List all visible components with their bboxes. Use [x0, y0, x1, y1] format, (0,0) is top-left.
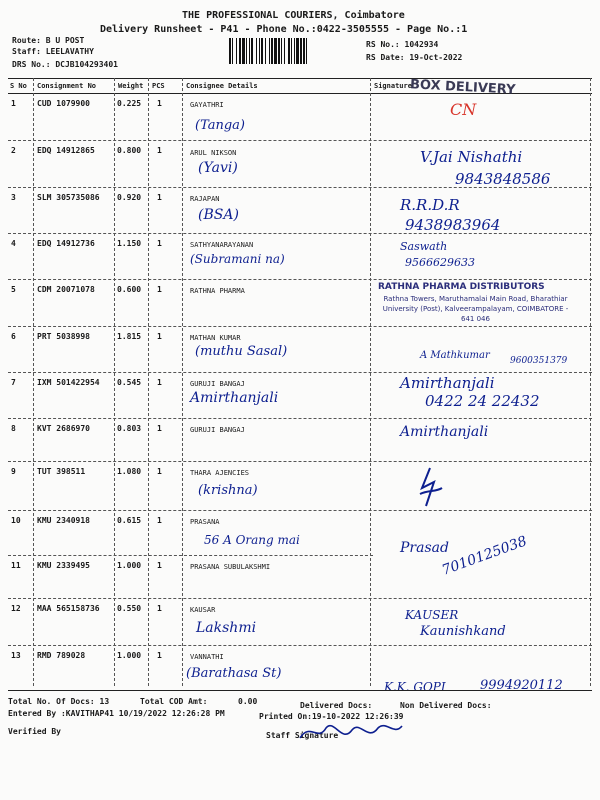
- row-weight: 0.803: [117, 424, 142, 433]
- barcode-bar: [269, 38, 270, 64]
- row-sno: 5: [11, 285, 16, 294]
- row-sno: 7: [11, 378, 16, 387]
- row-signature-phone: 9994920112: [480, 678, 563, 693]
- row-sno: 2: [11, 146, 16, 155]
- row-pcs: 1: [157, 424, 162, 433]
- page-subtitle: Delivery Runsheet - P41 - Phone No.:0422-3505555 - Page No.:1: [100, 24, 468, 35]
- row-signature: R.R.D.R: [400, 196, 460, 214]
- barcode-bar: [291, 38, 292, 64]
- drs-field: [12, 60, 118, 69]
- row-handwritten-note: 56 A Orang mai: [204, 533, 300, 547]
- col-divider: [33, 78, 34, 686]
- row-weight: 1.150: [117, 239, 142, 248]
- barcode-bar: [256, 38, 257, 64]
- barcode-bar: [271, 38, 273, 64]
- total-cod-label: Total COD Amt:: [140, 697, 208, 706]
- col-weight-header: Weight: [118, 82, 144, 90]
- col-divider: [148, 78, 149, 686]
- row-weight: 0.545: [117, 378, 142, 387]
- row-consignment: KMU 2339495: [37, 561, 90, 570]
- row-divider: [8, 555, 373, 556]
- row-sno: 3: [11, 193, 16, 202]
- barcode-bar: [259, 38, 260, 64]
- row-signature-phone: 9566629633: [405, 256, 475, 269]
- row-consignee: PRASANA SUBULAKSHMI: [190, 563, 271, 571]
- total-docs: Total No. Of Docs: 13: [8, 697, 110, 706]
- row-weight: 0.550: [117, 604, 142, 613]
- staff-field: [12, 47, 94, 56]
- row-pcs: 1: [157, 467, 162, 476]
- barcode-bar: [246, 38, 247, 64]
- rs-date-label: RS Date:: [366, 53, 405, 62]
- row-signature: K.K. GOPI: [384, 680, 446, 694]
- row-divider: [8, 326, 592, 327]
- row-weight: 0.800: [117, 146, 142, 155]
- barcode-bar: [229, 38, 231, 64]
- row-weight: 0.225: [117, 99, 142, 108]
- row-consignee: ARUL NIKSON: [190, 149, 237, 157]
- col-divider: [114, 78, 115, 686]
- row-pcs: 1: [157, 651, 162, 660]
- barcode-bar: [239, 38, 241, 64]
- delivered-docs: Delivered Docs:: [300, 701, 373, 710]
- row-signature-scribble: [400, 464, 450, 510]
- rs-no-field: [366, 40, 438, 49]
- row-consignment: CUD 1079900: [37, 99, 90, 108]
- row-divider: [8, 279, 592, 280]
- col-pcs-header: PCS: [152, 82, 165, 90]
- row-handwritten-note: (muthu Sasal): [195, 344, 288, 359]
- barcode-bar: [236, 38, 237, 64]
- col-divider: [182, 78, 183, 686]
- row-signature: Prasad: [400, 540, 449, 556]
- row-handwritten-note: (Yavi): [198, 160, 238, 176]
- row-weight: 1.815: [117, 332, 142, 341]
- row-divider: [8, 372, 592, 373]
- rs-date-field: [366, 53, 462, 62]
- row-consignee: RATHNA PHARMA: [190, 287, 245, 295]
- row-pcs: 1: [157, 604, 162, 613]
- row-handwritten-note: Lakshmi: [196, 620, 257, 636]
- row-sno: 12: [11, 604, 21, 613]
- barcode-bar: [278, 38, 280, 64]
- barcode-bar: [281, 38, 282, 64]
- rs-date-value: 19-Oct-2022: [409, 53, 463, 62]
- row-pcs: 1: [157, 239, 162, 248]
- row-pcs: 1: [157, 516, 162, 525]
- row-consignment: EDQ 14912736: [37, 239, 95, 248]
- barcode-bar: [294, 38, 295, 64]
- barcode-bar: [251, 38, 253, 64]
- staff-signature-label: Staff Signature: [266, 731, 339, 740]
- row-handwritten-note: (krishna): [198, 483, 258, 498]
- row-consignment: RMD 789028: [37, 651, 86, 660]
- row-signature: A Mathkumar: [420, 350, 490, 361]
- row-pcs: 1: [157, 193, 162, 202]
- col-consignment-header: Consignment No: [37, 82, 97, 90]
- row-signature-phone: 7010125038: [439, 533, 530, 579]
- row-sno: 1: [11, 99, 16, 108]
- row-consignment: KMU 2340918: [37, 516, 90, 525]
- printed-on: Printed On:19-10-2022 12:26:39: [259, 712, 404, 721]
- row-signature-phone: 9600351379: [510, 356, 568, 366]
- verified-by: Verified By: [8, 727, 61, 736]
- barcode-bar: [303, 38, 305, 64]
- row-pcs: 1: [157, 332, 162, 341]
- col-consignee-header: Consignee Details: [186, 82, 258, 90]
- row-sno: 10: [11, 516, 21, 525]
- drs-value: DCJB104293401: [55, 60, 118, 69]
- row-consignment: CDM 20071078: [37, 285, 95, 294]
- col-divider: [370, 78, 371, 686]
- row-consignee: GURUJI BANGAJ: [190, 426, 245, 434]
- col-signature-header: Signature: [374, 82, 412, 90]
- barcode-bar: [242, 38, 245, 64]
- row-divider: [8, 461, 592, 462]
- row-sno: 13: [11, 651, 21, 660]
- barcode-bar: [274, 38, 277, 64]
- row-consignee: THARA AJENCIES: [190, 469, 250, 477]
- barcode-bar: [296, 38, 299, 64]
- row-weight: 1.000: [117, 651, 142, 660]
- row-handwritten-note: (Barathasa St): [186, 666, 282, 681]
- row-weight: 1.080: [117, 467, 142, 476]
- row-consignee: RAJAPAN: [190, 195, 220, 203]
- row-divider: [8, 187, 592, 188]
- row-consignment: SLM 305735086: [37, 193, 100, 202]
- row-consignee: VANNATHI: [190, 653, 224, 661]
- row-handwritten-note: (Subramani na): [190, 252, 285, 266]
- row-divider: [8, 233, 592, 234]
- row-consignment: IXM 501422954: [37, 378, 100, 387]
- row-signature-name: Kaunishkand: [420, 624, 506, 639]
- row-signature: V.Jai Nishathi: [420, 148, 523, 166]
- row-signature: KAUSER: [405, 608, 459, 622]
- row-sno: 6: [11, 332, 16, 341]
- rs-no-label: RS No.:: [366, 40, 400, 49]
- row-signature: Saswath: [400, 240, 448, 253]
- row-sno: 4: [11, 239, 16, 248]
- barcode-bar: [284, 38, 285, 64]
- row-consignee: GAYATHRI: [190, 101, 224, 109]
- total-cod-value: 0.00: [238, 697, 258, 706]
- row-weight: 1.000: [117, 561, 142, 570]
- row-consignee: KAUSAR: [190, 606, 216, 614]
- barcode-bar: [261, 38, 263, 64]
- row-divider: [8, 140, 592, 141]
- row-consignee: SATHYANARAYANAN: [190, 241, 254, 249]
- row-divider: [8, 510, 592, 511]
- barcode-bar: [306, 38, 307, 64]
- row-consignee: PRASANA: [190, 518, 220, 526]
- route-value: B U POST: [45, 36, 85, 45]
- barcode-bar: [288, 38, 290, 64]
- row-handwritten-note: (Tanga): [195, 118, 246, 133]
- row-handwritten-note: (BSA): [198, 207, 239, 223]
- row-consignment: MAA 565158736: [37, 604, 100, 613]
- barcode-bar: [265, 38, 266, 64]
- company-stamp-address: Rathna Towers, Maruthamalai Main Road, Bharathiar University (Post), Kalveerampalayam, COIMBATORE - 641 046: [382, 295, 569, 323]
- row-pcs: 1: [157, 378, 162, 387]
- row-sno: 9: [11, 467, 16, 476]
- row-weight: 0.920: [117, 193, 142, 202]
- row-consignment: EDQ 14912865: [37, 146, 95, 155]
- company-stamp: RATHNA PHARMA DISTRIBUTORS: [378, 282, 545, 292]
- page-title: THE PROFESSIONAL COURIERS, Coimbatore: [182, 10, 405, 21]
- row-pcs: 1: [157, 561, 162, 570]
- row-divider: [8, 598, 592, 599]
- row-sno: 8: [11, 424, 16, 433]
- row-consignment: PRT 5038998: [37, 332, 90, 341]
- row-signature-mark: CN: [450, 100, 477, 119]
- row-consignee: GURUJI BANGAJ: [190, 380, 245, 388]
- row-signature: Amirthanjali: [400, 374, 495, 392]
- row-handwritten-note: Amirthanjali: [190, 390, 279, 406]
- row-consignee: MATHAN KUMAR: [190, 334, 241, 342]
- row-signature-phone: 0422 24 22432: [425, 392, 540, 410]
- row-sno: 11: [11, 561, 21, 570]
- row-weight: 0.615: [117, 516, 142, 525]
- row-pcs: 1: [157, 99, 162, 108]
- row-consignment: KVT 2686970: [37, 424, 90, 433]
- non-delivered-docs: Non Delivered Docs:: [400, 701, 492, 710]
- rs-no-value: 1042934: [404, 40, 439, 49]
- row-divider: [8, 645, 592, 646]
- row-signature-phone: 9438983964: [405, 216, 501, 234]
- staff-value: LEELAVATHY: [45, 47, 94, 56]
- staff-signature-scribble: [296, 716, 406, 746]
- table-bottom-rule: [8, 690, 592, 691]
- route-label: Route:: [12, 36, 41, 45]
- row-signature-phone: 9843848586: [455, 170, 551, 188]
- barcode-bar: [232, 38, 233, 64]
- route-field: [12, 36, 84, 45]
- row-weight: 0.600: [117, 285, 142, 294]
- table-top-rule: [8, 78, 592, 79]
- col-divider: [590, 78, 591, 686]
- drs-label: DRS No.:: [12, 60, 51, 69]
- row-pcs: 1: [157, 146, 162, 155]
- barcode-bar: [300, 38, 302, 64]
- row-divider: [8, 418, 592, 419]
- barcode: [228, 38, 358, 64]
- staff-label: Staff:: [12, 47, 41, 56]
- row-signature: Amirthanjali: [400, 424, 489, 440]
- row-pcs: 1: [157, 285, 162, 294]
- col-sno-header: S No: [10, 82, 27, 90]
- barcode-bar: [249, 38, 250, 64]
- row-consignment: TUT 398511: [37, 467, 86, 476]
- delivery-stamp: BOX DELIVERY: [409, 77, 516, 98]
- entered-by: Entered By :KAVITHAP41 10/19/2022 12:26:28 PM: [8, 709, 225, 718]
